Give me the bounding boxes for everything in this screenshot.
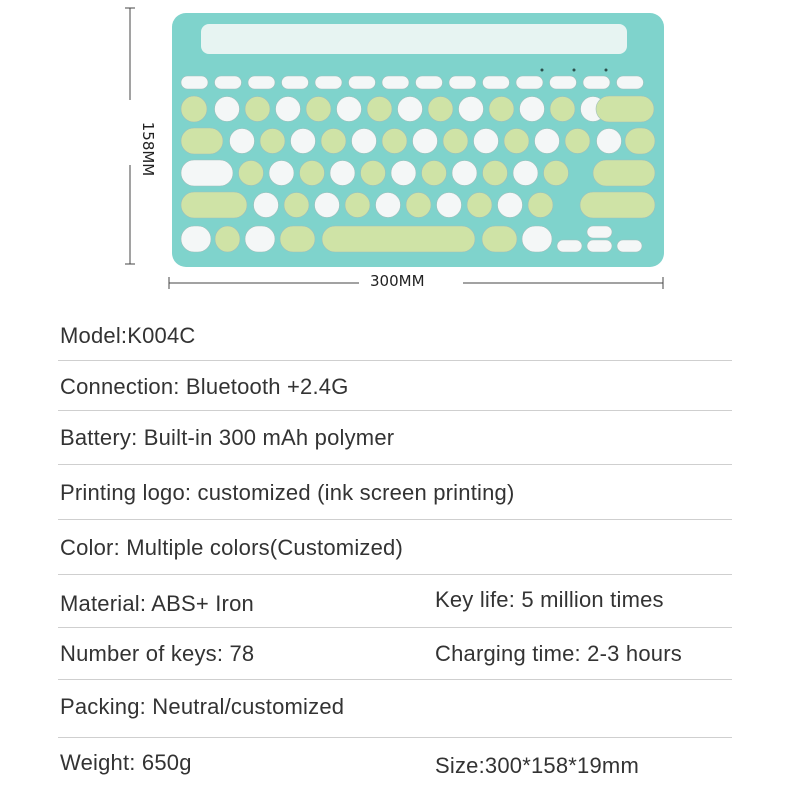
keyboard-key bbox=[544, 161, 569, 186]
keyboard-key bbox=[550, 76, 577, 89]
keyboard-key bbox=[230, 129, 255, 154]
keyboard-key bbox=[593, 160, 655, 186]
spec-row-weight-size bbox=[58, 737, 732, 792]
keyboard-key bbox=[550, 97, 575, 122]
keyboard-key bbox=[382, 76, 409, 89]
keyboard-key bbox=[181, 76, 208, 89]
spec-connection: Connection: Bluetooth +2.4G bbox=[60, 374, 349, 399]
spec-number-of-keys: Number of keys: 78 bbox=[60, 641, 255, 666]
keyboard-key bbox=[239, 161, 264, 186]
spec-battery: Battery: Built-in 300 mAh polymer bbox=[60, 425, 395, 450]
keyboard-key bbox=[269, 161, 294, 186]
keyboard-key bbox=[498, 193, 523, 218]
keyboard-key bbox=[583, 76, 610, 89]
keyboard-key bbox=[516, 76, 543, 89]
spec-row-color bbox=[58, 519, 732, 575]
keyboard-key bbox=[349, 76, 376, 89]
height-label: 158MM bbox=[139, 121, 157, 177]
keyboard-key bbox=[306, 97, 331, 122]
keyboard-key bbox=[406, 193, 431, 218]
keyboard-key bbox=[467, 193, 492, 218]
keyboard-key bbox=[181, 226, 211, 252]
keyboard-key bbox=[557, 240, 582, 252]
keyboard-key bbox=[352, 129, 377, 154]
keyboard-key bbox=[315, 76, 342, 89]
keyboard-key bbox=[587, 240, 612, 252]
spec-material: Material: ABS+ Iron bbox=[60, 591, 254, 616]
keyboard-key bbox=[337, 97, 362, 122]
spec-row-material-keylife bbox=[58, 574, 732, 628]
keyboard-key bbox=[528, 193, 553, 218]
keyboard-key bbox=[260, 129, 285, 154]
indicator-led bbox=[605, 69, 608, 72]
keyboard-key bbox=[504, 129, 529, 154]
keyboard-key bbox=[181, 160, 233, 186]
width-label: 300MM bbox=[360, 272, 435, 290]
spec-row-packing bbox=[58, 679, 732, 738]
keyboard-key bbox=[422, 161, 447, 186]
keyboard-key bbox=[449, 76, 476, 89]
keyboard-key bbox=[483, 161, 508, 186]
keyboard-key bbox=[617, 76, 644, 89]
keyboard-key bbox=[597, 129, 622, 154]
indicator-led bbox=[541, 69, 544, 72]
keyboard-key bbox=[181, 96, 207, 122]
keyboard-key bbox=[520, 97, 545, 122]
keyboard-key bbox=[330, 161, 355, 186]
keyboard-key bbox=[413, 129, 438, 154]
spec-color: Color: Multiple colors(Customized) bbox=[60, 535, 404, 560]
keyboard-key bbox=[483, 76, 510, 89]
keyboard-key bbox=[345, 193, 370, 218]
spec-row-battery bbox=[58, 410, 732, 465]
keyboard-key bbox=[452, 161, 477, 186]
keyboard-key bbox=[580, 192, 655, 218]
spec-printing-logo: Printing logo: customized (ink screen printing) bbox=[60, 480, 515, 505]
keyboard-key bbox=[215, 76, 242, 89]
keyboard-key bbox=[428, 97, 453, 122]
spec-weight: Weight: 650g bbox=[60, 750, 192, 775]
keyboard-key bbox=[248, 76, 275, 89]
keyboard-key bbox=[565, 129, 590, 154]
keyboard-key bbox=[276, 97, 301, 122]
keyboard-key bbox=[416, 76, 443, 89]
keyboard-key bbox=[321, 129, 346, 154]
keyboard-key bbox=[291, 129, 316, 154]
keyboard-key bbox=[443, 129, 468, 154]
keyboard-key bbox=[181, 128, 223, 154]
keyboard-key bbox=[282, 76, 309, 89]
keyboard-key bbox=[245, 97, 270, 122]
keyboard-key bbox=[513, 161, 538, 186]
keyboard-key bbox=[322, 226, 475, 252]
keyboard-key bbox=[617, 240, 642, 252]
keyboard-key bbox=[587, 226, 612, 238]
keyboard-key bbox=[300, 161, 325, 186]
keyboard-key bbox=[398, 97, 423, 122]
keyboard-key bbox=[482, 226, 517, 252]
keyboard-key bbox=[596, 96, 654, 122]
keyboard-image bbox=[169, 10, 669, 270]
keyboard-key bbox=[376, 193, 401, 218]
spec-row-connection bbox=[58, 360, 732, 411]
keyboard-key bbox=[367, 97, 392, 122]
spec-size: Size:300*158*19mm bbox=[435, 753, 639, 778]
spec-row-printing-logo bbox=[58, 464, 732, 520]
spec-charging-time: Charging time: 2-3 hours bbox=[435, 641, 682, 666]
keyboard-key bbox=[535, 129, 560, 154]
keyboard-key bbox=[254, 193, 279, 218]
keyboard-key bbox=[625, 128, 655, 154]
spec-model: Model:K004C bbox=[60, 323, 196, 348]
keyboard-key bbox=[459, 97, 484, 122]
spec-row-model bbox=[58, 310, 732, 361]
keyboard-key bbox=[382, 129, 407, 154]
spec-key-life: Key life: 5 million times bbox=[435, 587, 664, 612]
keyboard-key bbox=[361, 161, 386, 186]
keyboard-key bbox=[391, 161, 416, 186]
indicator-led bbox=[573, 69, 576, 72]
keyboard-key bbox=[215, 97, 240, 122]
keyboard-key bbox=[315, 193, 340, 218]
keyboard-key bbox=[215, 226, 240, 252]
spec-row-keys-charging bbox=[58, 627, 732, 680]
keyboard-key bbox=[474, 129, 499, 154]
keyboard-key bbox=[284, 193, 309, 218]
keyboard-key bbox=[245, 226, 275, 252]
tablet-slot bbox=[201, 24, 627, 54]
spec-packing: Packing: Neutral/customized bbox=[60, 694, 345, 719]
keyboard-key bbox=[522, 226, 552, 252]
keyboard-key bbox=[437, 193, 462, 218]
keyboard-key bbox=[489, 97, 514, 122]
keyboard-key bbox=[280, 226, 315, 252]
keyboard-key bbox=[181, 192, 247, 218]
